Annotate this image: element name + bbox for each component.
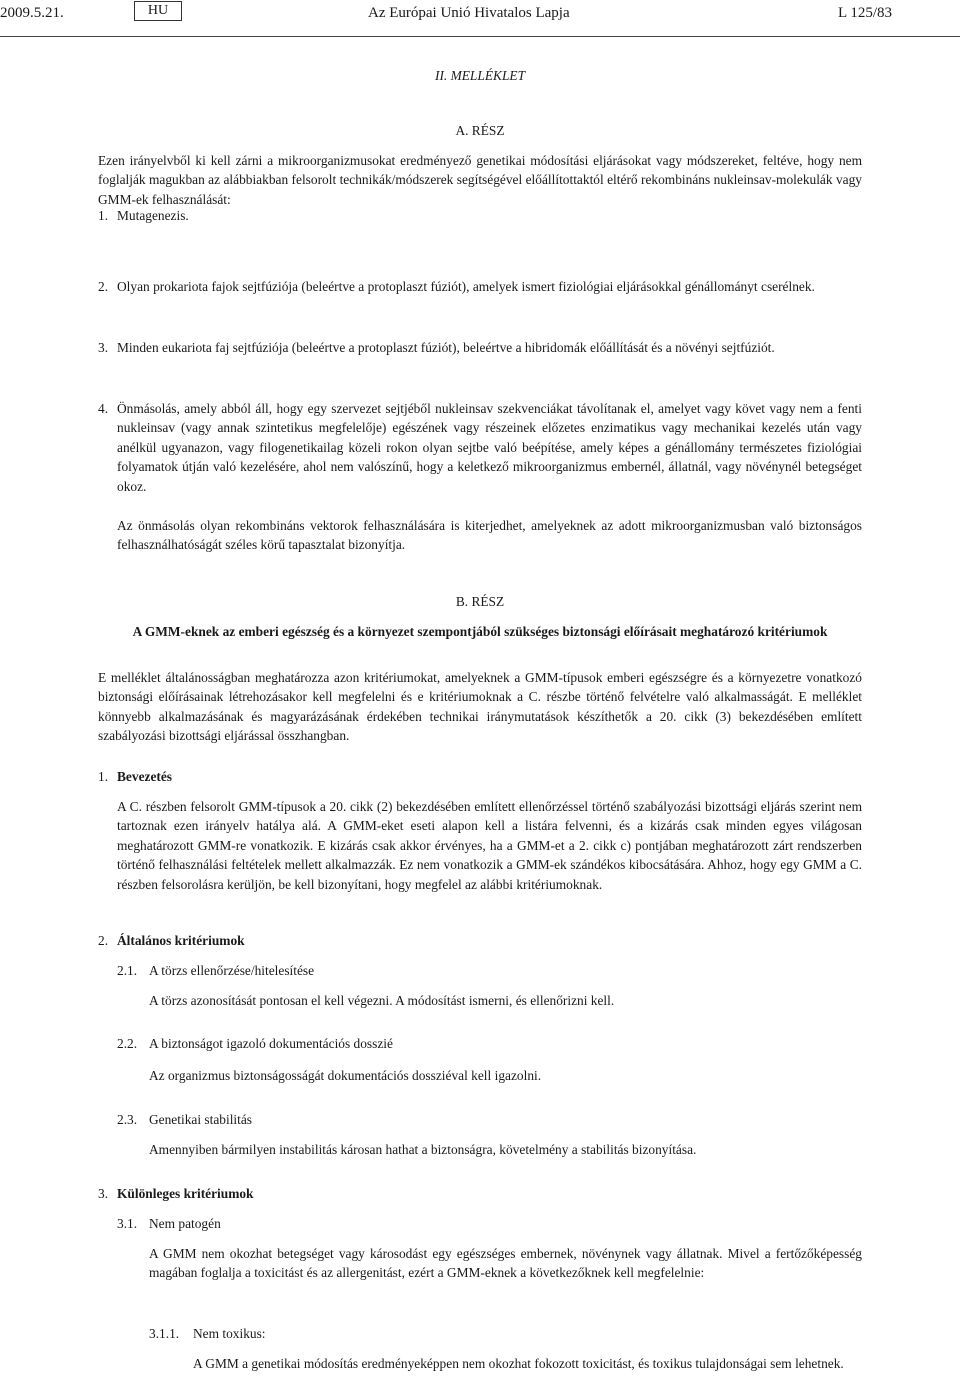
page-reference: L 125/83: [838, 5, 893, 21]
section-2-2-num: 2.2.: [117, 1036, 138, 1051]
section-2-2-title: A biztonságot igazoló dokumentációs dosszié: [149, 1036, 393, 1051]
part-a-item-1-text: Mutagenezis.: [117, 208, 189, 223]
part-a-intro: Ezen irányelvből ki kell zárni a mikroorganizmusokat eredményező genetikai módosítási eljárásokat vagy módszereket, feltéve, hogy nem foglalják magukban az alábbiakban felsorolt technikák/módszerek segítségével előállítottaktól eltérő rekombináns nukleinsav-molekulák vagy GMM-ek felhasználását:: [98, 153, 862, 207]
part-b-title: B. RÉSZ: [455, 594, 505, 609]
section-3-1-title: Nem patogén: [149, 1216, 221, 1231]
part-a-item-1-num: 1.: [98, 208, 109, 223]
part-a-item-4-num: 4.: [98, 401, 109, 416]
section-2-title: Általános kritériumok: [117, 933, 245, 948]
publication-date: 2009.5.21.: [0, 5, 64, 21]
self-cloning-note: Az önmásolás olyan rekombináns vektorok felhasználására is kiterjedhet, amelyeknek az adott mikroorganizmusban való biztonságos felhasználhatóságát széles körű tapasztalat bizonyítja.: [117, 518, 862, 553]
section-2-1-num: 2.1.: [117, 963, 138, 978]
section-3-1-1-num: 3.1.1.: [149, 1326, 180, 1341]
section-2-3-num: 2.3.: [117, 1112, 138, 1127]
journal-title: Az Európai Unió Hivatalos Lapja: [368, 5, 570, 21]
section-3-title: Különleges kritériumok: [117, 1186, 254, 1201]
section-2-3-text: Amennyiben bármilyen instabilitás károsan hathat a biztonságra, követelmény a stabilitás bizonyítása.: [149, 1142, 697, 1157]
section-1-text: A C. részben felsorolt GMM-típusok a 20. cikk (2) bekezdésében említett ellenőrzéssel történő szabályozási bizottsági eljárás szerint nem tartoznak ezen irányelv hatálya alá. A GMM-eket eseti alapon kell a listára felvenni, és a kizárás csak minden egyes világosan meghatározott GMM-re vonatkozik. E kizárás csak akkor érvényes, ha a GMM-et a 2. cikk c) pontjában meghatározott zárt rendszerben történő felhasználási feltételek mellett alkalmazzák. Ez nem vonatkozik a GMM-ek szándékos kibocsátására. Ahhoz, hogy egy GMM a C. részben felsorolásra kerüljön, be kell bizonyítani, hogy megfelel az alábbi kritériumoknak.: [117, 799, 862, 892]
header-rule: [0, 36, 960, 37]
part-a-item-3-text: Minden eukariota faj sejtfúziója (beleértve a protoplaszt fúziót), beleértve a hibridomák előállítását és a növényi sejtfúziót.: [117, 340, 775, 355]
section-3-1-1-text: A GMM a genetikai módosítás eredményeképpen nem okozhat fokozott toxicitást, és toxikus tulajdonságai sem lehetnek.: [193, 1356, 844, 1371]
annex-title: II. MELLÉKLET: [434, 68, 526, 83]
section-1-num: 1.: [98, 769, 109, 784]
part-a-item-2-num: 2.: [98, 279, 109, 294]
part-a-item-2-text: Olyan prokariota fajok sejtfúziója (beleértve a protoplaszt fúziót), amelyek ismert fiziológiai eljárásokkal génállományt cserélnek.: [117, 279, 815, 294]
section-3-1-num: 3.1.: [117, 1216, 138, 1231]
section-1-title: Bevezetés: [117, 769, 173, 784]
part-a-title: A. RÉSZ: [455, 123, 505, 138]
section-2-num: 2.: [98, 933, 109, 948]
part-b-heading: A GMM-eknek az emberi egészség és a környezet szempontjából szükséges biztonsági előírásait meghatározó kritériumok: [132, 624, 828, 639]
section-2-1-title: A törzs ellenőrzése/hitelesítése: [149, 963, 315, 978]
part-a-item-4-text: Önmásolás, amely abból áll, hogy egy szervezet sejtjéből nukleinsav szekvenciákat távolítanak el, amelyet vagy követ vagy nem a fenti nukleinsav (vagy annak szintetikus megfelelője) egészének vagy részeinek előzetes enzimatikus vagy mechanikai kezelés után vagy anélkül ugyanazon, vagy filogenetikailag közeli rokon olyan sejtbe való beépítése, amely képes a génállomány természetes fiziológiai folyamatok útján való kezelésére, ahol nem valószínű, hogy a keletkező mikroorganizmus embernél, állatnál, vagy növénynél betegséget okoz.: [117, 401, 862, 494]
section-3-1-1-title: Nem toxikus:: [193, 1326, 266, 1341]
part-b-intro: E melléklet általánosságban meghatározza azon kritériumokat, amelyeknek a GMM-típusok emberi egészségre és a környezetre vonatkozó biztonsági előírásainak létrehozásakor kell megfelelni és e kritériumoknak a C. részbe történő felvételre való alkalmasságát. E melléklet könnyebb alkalmazásának és magyarázásának érdekében technikai iránymutatások készíthetők a 20. cikk (3) bekezdésében említett szabályozási bizottsági eljárással összhangban.: [98, 670, 862, 744]
section-2-3-title: Genetikai stabilitás: [149, 1112, 253, 1127]
part-a-item-3-num: 3.: [98, 340, 109, 355]
section-3-num: 3.: [98, 1186, 109, 1201]
section-2-1-text: A törzs azonosítását pontosan el kell végezni. A módosítást ismerni, és ellenőrizni kell.: [149, 993, 615, 1008]
section-3-1-text: A GMM nem okozhat betegséget vagy károsodást egy egészséges embernek, növénynek vagy állatnak. Mivel a fertőzőképesség magában foglalja a toxicitást és az allergenitást, ezért a GMM-eknek a következőknek kell megfelelnie:: [149, 1246, 862, 1281]
language-code-box: [134, 1, 182, 21]
section-2-2-text: Az organizmus biztonságosságát dokumentációs dossziéval kell igazolni.: [149, 1068, 542, 1083]
language-code: HU: [147, 3, 169, 18]
